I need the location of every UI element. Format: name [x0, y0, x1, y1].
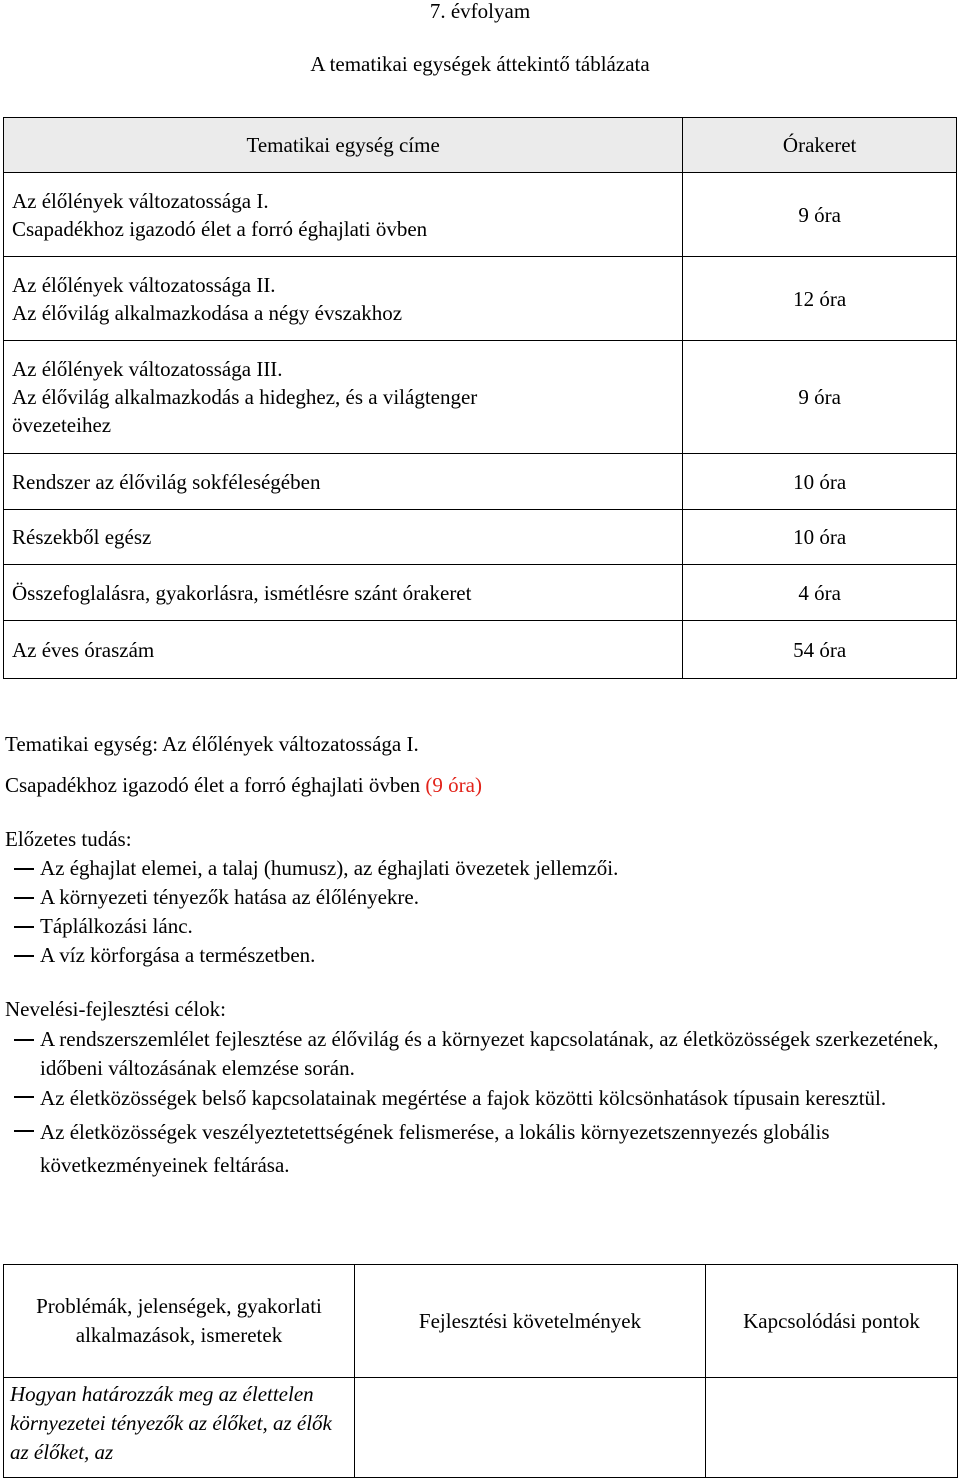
table-row — [4, 1378, 958, 1478]
list-item: A rendszerszemlélet fejlesztése az élővilág és a környezet kapcsolatának, az életközösségek szerkezetének, időbeni változásának elemzése során. — [0, 1025, 950, 1083]
unit-hours-cell: 9 óra — [683, 173, 957, 257]
col-title-header: Tematikai egység címe — [4, 118, 683, 173]
curriculum-header-row — [4, 1265, 958, 1378]
unit-hours: (9 óra) — [425, 773, 482, 797]
list-item: A víz körforgása a természetben. — [0, 941, 950, 970]
list-item: Táplálkozási lánc. — [0, 912, 950, 941]
curriculum-table — [3, 1264, 958, 1478]
unit-title-cell — [4, 257, 683, 341]
grade-heading: 7. évfolyam — [429, 0, 531, 23]
table-row — [4, 341, 957, 454]
unit-title-line: Az élőlények változatossága III. — [12, 357, 283, 381]
total-title-cell: Az éves óraszám — [4, 621, 683, 679]
col-problems-header: Problémák, jelenségek, gyakorlati alkalmazások, ismeretek — [4, 1265, 355, 1378]
table-row — [4, 565, 957, 621]
col-requirements-header: Fejlesztési követelmények — [355, 1265, 706, 1378]
unit-hours-cell: 10 óra — [683, 454, 957, 510]
prior-knowledge-heading: Előzetes tudás: — [5, 827, 132, 851]
unit-title-line: Az élőlények változatossága I. — [12, 188, 269, 213]
unit-title-line: Csapadékhoz igazodó élet a forró éghajlati övben — [12, 216, 428, 241]
unit-hours-cell: 10 óra — [683, 510, 957, 565]
col-hours-header: Órakeret — [683, 118, 957, 173]
unit-heading-line2 — [5, 772, 482, 798]
goals-list — [0, 1025, 950, 1182]
unit-hours-cell: 4 óra — [683, 565, 957, 621]
unit-title-cell: Rendszer az élővilág sokféleségében — [4, 454, 683, 510]
problems-cell: Hogyan határozzák meg az élettelen környezetei tényezők az élőket, az élők az élőket, az — [4, 1378, 355, 1478]
unit-hours-cell: 12 óra — [683, 257, 957, 341]
unit-hours-cell: 9 óra — [683, 341, 957, 454]
unit-title-line: Az élővilág alkalmazkodás a hideghez, és a világtenger — [12, 385, 478, 409]
overview-table — [3, 117, 957, 679]
unit-title-line: Az élőlények változatossága II. — [12, 272, 276, 297]
connections-cell — [706, 1378, 958, 1478]
list-item: Az éghajlat elemei, a talaj (humusz), az éghajlati övezetek jellemzői. — [0, 854, 950, 883]
col-connections-header: Kapcsolódási pontok — [706, 1265, 958, 1378]
table-row — [4, 510, 957, 565]
total-hours-cell: 54 óra — [683, 621, 957, 679]
unit-title-cell: Részekből egész — [4, 510, 683, 565]
table-row — [4, 257, 957, 341]
unit-title-cell — [4, 173, 683, 257]
table-row — [4, 173, 957, 257]
table-row — [4, 621, 957, 679]
unit-title-cell: Összefoglalásra, gyakorlásra, ismétlésre szánt órakeret — [4, 565, 683, 621]
overview-header-row — [4, 118, 957, 173]
unit-subtitle: Csapadékhoz igazodó élet a forró éghajlati övben — [5, 773, 421, 797]
goals-heading: Nevelési-fejlesztési célok: — [5, 997, 226, 1021]
unit-heading-line1: Tematikai egység: Az élőlények változatossága I. — [5, 732, 419, 756]
unit-title-line: övezeteihez — [12, 413, 112, 437]
list-item: Az életközösségek veszélyeztetettségének felismerése, a lokális környezetszennyezés globális következményeinek feltárása. — [0, 1116, 950, 1182]
requirements-cell — [355, 1378, 706, 1478]
list-item: Az életközösségek belső kapcsolatainak megértése a fajok közötti kölcsönhatások típusain keresztül. — [0, 1082, 950, 1115]
prior-knowledge-list — [0, 854, 950, 970]
overview-title: A tematikai egységek áttekintő táblázata — [310, 52, 650, 76]
unit-title-line: Az élővilág alkalmazkodása a négy évszakhoz — [12, 300, 403, 325]
list-item: A környezeti tényezők hatása az élőlényekre. — [0, 883, 950, 912]
table-row — [4, 454, 957, 510]
unit-title-cell — [4, 341, 683, 454]
